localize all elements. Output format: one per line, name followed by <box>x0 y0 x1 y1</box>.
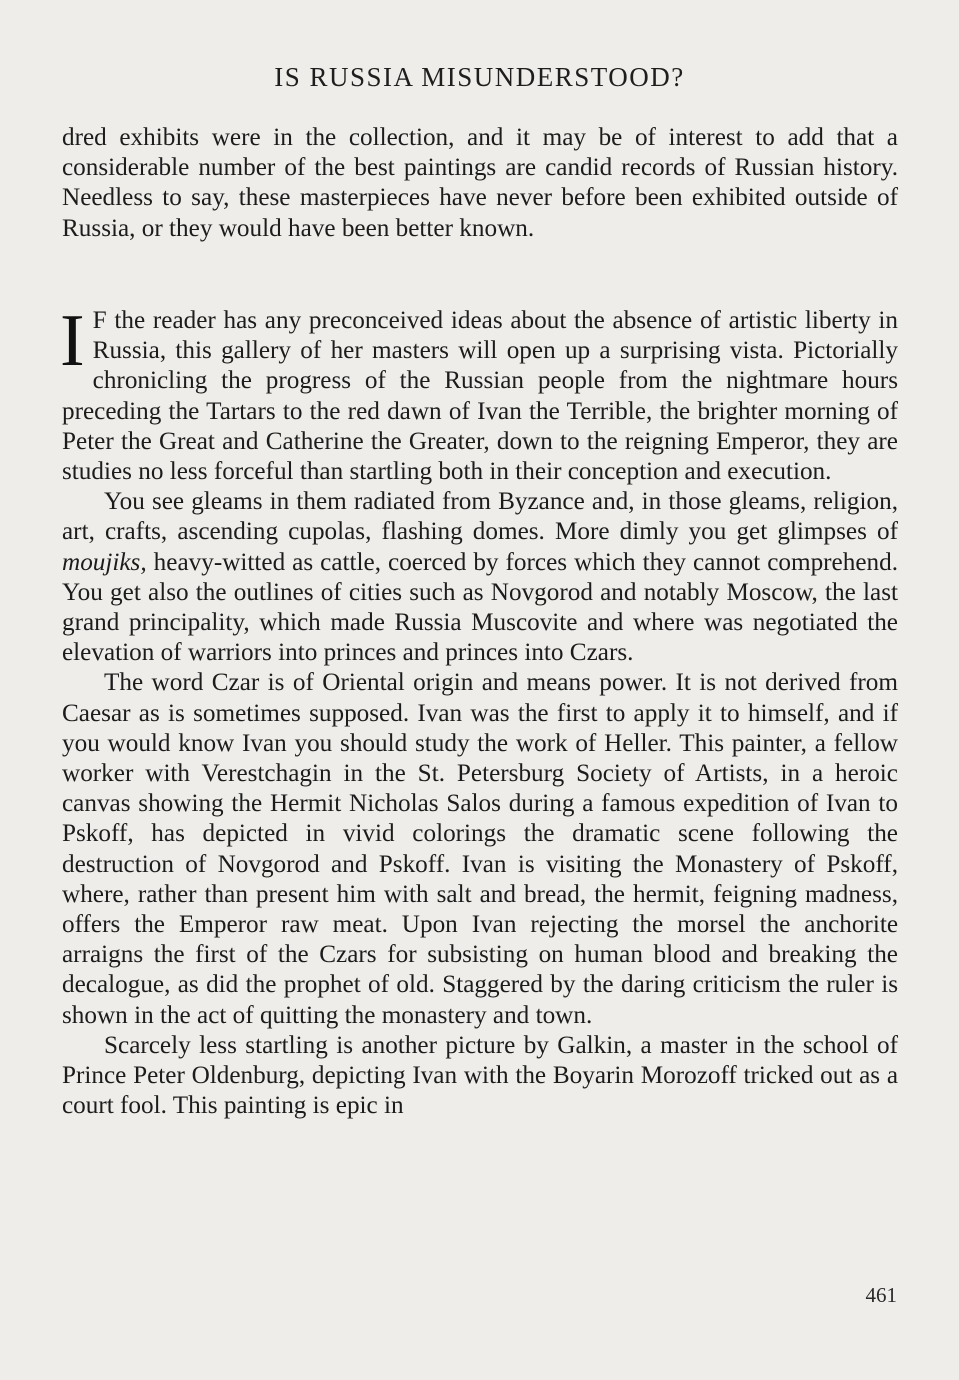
running-title: IS RUSSIA MISUNDERSTOOD? <box>274 62 685 92</box>
second-paragraph-text-b: heavy-witted as cattle, coerced by forces which they cannot comprehend. You get also the outlines of cities such as Novgorod and notably Moscow, the last grand principality, which made Russia Muscovite and where was negotiated the elevation of warriors into princes and princes into Czars. <box>62 548 898 667</box>
second-paragraph-text-a: You see gleams in them radiated from Byzance and, in those gleams, religion, art, crafts, ascending cupolas, flashing domes. More dimly you get glimpses of <box>62 488 898 546</box>
fourth-paragraph: Scarcely less startling is another picture by Galkin, a master in the school of Prince Peter Oldenburg, depicting Ivan with the Boyarin Morozoff tricked out as a court fool. This painting is epic in <box>62 1031 898 1120</box>
second-paragraph <box>62 487 898 668</box>
first-paragraph-text: F the reader has any preconceived ideas about the absence of artistic liberty in Russia, this gallery of her masters will open up a surprising vista. Pictorially chronicling the progress of the Russian people from the nightmare hours preceding the Tartars to the red dawn of Ivan the Terrible, the brighter morning of Peter the Great and Catherine the Greater, down to the reigning Emperor, they are studies no less forceful than startling both in their conception and execution. <box>62 307 898 486</box>
lead-paragraph: dred exhibits were in the collection, and it may be of interest to add that a considerable number of the best paintings are candid records of Russian history. Needless to say, these masterpieces have never before been exhibited outside of Russia, or they would have been better known. <box>62 124 898 242</box>
article-body <box>60 300 898 1121</box>
first-paragraph <box>60 300 898 487</box>
italic-term: moujiks, <box>62 548 147 576</box>
page-number: 461 <box>865 1283 897 1307</box>
drop-cap: I <box>60 300 85 382</box>
lead-paragraph-block <box>62 123 898 244</box>
third-paragraph: The word Czar is of Oriental origin and means power. It is not derived from Caesar as is sometimes supposed. Ivan was the first to apply it to himself, and if you would know Ivan you should study the work of Heller. This painter, a fellow worker with Verestchagin in the St. Petersburg Society of Artists, in a heroic canvas showing the Hermit Nicholas Salos during a famous expedition of Ivan to Pskoff, has depicted in vivid colorings the dramatic scene following the destruction of Novgorod and Pskoff. Ivan is visiting the Monastery of Pskoff, where, rather than present him with salt and bread, the hermit, feigning madness, offers the Emperor raw meat. Upon Ivan rejecting the morsel the anchorite arraigns the first of the Czars for subsisting on human blood and breaking the decalogue, as did the prophet of old. Staggered by the daring criticism the ruler is shown in the act of quitting the monastery and town. <box>62 669 898 1029</box>
